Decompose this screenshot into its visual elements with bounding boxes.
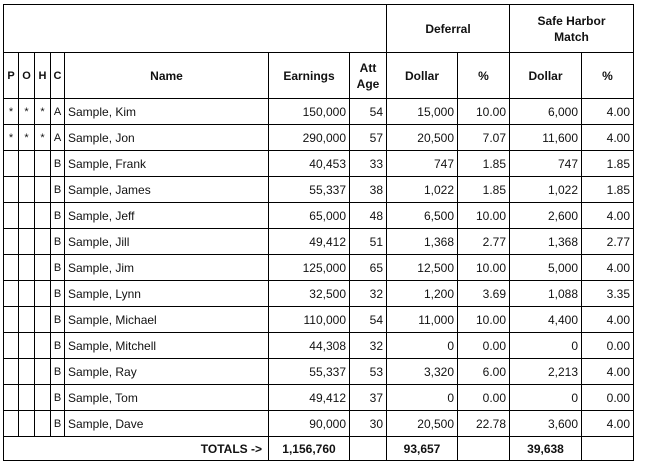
cell-match-pct: 4.00 <box>582 307 634 333</box>
cell-match-pct: 3.35 <box>582 281 634 307</box>
deferral-match-table <box>3 4 634 461</box>
col-header-deferral-dollar: Dollar <box>387 53 458 99</box>
cell-deferral-pct: 3.69 <box>458 281 510 307</box>
cell-p <box>4 255 19 281</box>
totals-age-blank <box>350 437 387 461</box>
col-header-h: H <box>35 53 51 99</box>
cell-match-pct: 4.00 <box>582 203 634 229</box>
cell-h: * <box>35 125 51 151</box>
cell-deferral-dollar: 0 <box>387 385 458 411</box>
cell-att-age: 54 <box>350 99 387 125</box>
cell-deferral-pct: 10.00 <box>458 99 510 125</box>
cell-h <box>35 177 51 203</box>
cell-p <box>4 307 19 333</box>
cell-earnings: 65,000 <box>269 203 350 229</box>
cell-att-age: 32 <box>350 281 387 307</box>
table-row <box>4 203 634 229</box>
cell-earnings: 49,412 <box>269 229 350 255</box>
cell-p <box>4 177 19 203</box>
cell-c: B <box>51 307 65 333</box>
cell-match-pct: 1.85 <box>582 151 634 177</box>
cell-o <box>19 333 35 359</box>
cell-o <box>19 229 35 255</box>
cell-deferral-pct: 2.77 <box>458 229 510 255</box>
cell-earnings: 49,412 <box>269 385 350 411</box>
table-row <box>4 151 634 177</box>
cell-o <box>19 385 35 411</box>
cell-p <box>4 281 19 307</box>
cell-p <box>4 151 19 177</box>
cell-p <box>4 333 19 359</box>
cell-match-dollar: 0 <box>510 385 582 411</box>
cell-deferral-pct: 10.00 <box>458 255 510 281</box>
cell-earnings: 44,308 <box>269 333 350 359</box>
col-header-match-pct: % <box>582 53 634 99</box>
table-row <box>4 255 634 281</box>
cell-h: * <box>35 99 51 125</box>
cell-p <box>4 229 19 255</box>
cell-match-pct: 2.77 <box>582 229 634 255</box>
table-row <box>4 99 634 125</box>
cell-name: Sample, Jeff <box>65 203 269 229</box>
cell-h <box>35 359 51 385</box>
cell-c: B <box>51 333 65 359</box>
group-header-row <box>4 5 634 53</box>
cell-deferral-dollar: 20,500 <box>387 411 458 437</box>
col-header-match-dollar: Dollar <box>510 53 582 99</box>
cell-earnings: 55,337 <box>269 359 350 385</box>
table-row <box>4 333 634 359</box>
cell-c: B <box>51 359 65 385</box>
table-row <box>4 281 634 307</box>
totals-deferral-pct-blank <box>458 437 510 461</box>
cell-o <box>19 203 35 229</box>
cell-att-age: 65 <box>350 255 387 281</box>
cell-att-age: 37 <box>350 385 387 411</box>
cell-att-age: 51 <box>350 229 387 255</box>
cell-deferral-dollar: 747 <box>387 151 458 177</box>
group-header-blank <box>4 5 387 53</box>
cell-p <box>4 411 19 437</box>
cell-deferral-pct: 7.07 <box>458 125 510 151</box>
totals-earnings: 1,156,760 <box>269 437 350 461</box>
cell-name: Sample, James <box>65 177 269 203</box>
cell-p: * <box>4 125 19 151</box>
cell-deferral-dollar: 3,320 <box>387 359 458 385</box>
cell-match-dollar: 1,088 <box>510 281 582 307</box>
cell-c: B <box>51 411 65 437</box>
cell-c: B <box>51 203 65 229</box>
att-age-line1: Att <box>359 60 377 75</box>
cell-name: Sample, Frank <box>65 151 269 177</box>
cell-name: Sample, Lynn <box>65 281 269 307</box>
totals-match-dollar: 39,638 <box>510 437 582 461</box>
cell-o <box>19 177 35 203</box>
cell-h <box>35 333 51 359</box>
table-row <box>4 411 634 437</box>
cell-c: A <box>51 125 65 151</box>
cell-match-dollar: 1,368 <box>510 229 582 255</box>
cell-o <box>19 411 35 437</box>
cell-match-pct: 4.00 <box>582 411 634 437</box>
col-header-p: P <box>4 53 19 99</box>
cell-o <box>19 151 35 177</box>
cell-deferral-dollar: 6,500 <box>387 203 458 229</box>
census-table-container <box>3 4 634 461</box>
cell-att-age: 54 <box>350 307 387 333</box>
cell-p <box>4 359 19 385</box>
table-row <box>4 359 634 385</box>
cell-o <box>19 359 35 385</box>
cell-h <box>35 255 51 281</box>
cell-c: B <box>51 229 65 255</box>
cell-match-pct: 4.00 <box>582 99 634 125</box>
cell-h <box>35 385 51 411</box>
totals-deferral-dollar: 93,657 <box>387 437 458 461</box>
cell-o: * <box>19 125 35 151</box>
cell-deferral-pct: 10.00 <box>458 307 510 333</box>
cell-deferral-pct: 1.85 <box>458 177 510 203</box>
cell-match-dollar: 4,400 <box>510 307 582 333</box>
cell-earnings: 40,453 <box>269 151 350 177</box>
cell-att-age: 57 <box>350 125 387 151</box>
cell-name: Sample, Kim <box>65 99 269 125</box>
cell-name: Sample, Dave <box>65 411 269 437</box>
column-header-row <box>4 53 634 99</box>
cell-name: Sample, Michael <box>65 307 269 333</box>
col-header-earnings: Earnings <box>269 53 350 99</box>
totals-label: TOTALS -> <box>4 437 269 461</box>
cell-h <box>35 151 51 177</box>
cell-deferral-pct: 22.78 <box>458 411 510 437</box>
cell-c: B <box>51 151 65 177</box>
cell-deferral-pct: 0.00 <box>458 385 510 411</box>
cell-match-dollar: 11,600 <box>510 125 582 151</box>
table-row <box>4 307 634 333</box>
cell-match-pct: 4.00 <box>582 255 634 281</box>
cell-earnings: 290,000 <box>269 125 350 151</box>
cell-deferral-dollar: 0 <box>387 333 458 359</box>
cell-att-age: 48 <box>350 203 387 229</box>
employee-rows <box>4 99 634 437</box>
col-header-o: O <box>19 53 35 99</box>
cell-match-dollar: 2,600 <box>510 203 582 229</box>
cell-deferral-dollar: 11,000 <box>387 307 458 333</box>
cell-h <box>35 307 51 333</box>
cell-name: Sample, Jill <box>65 229 269 255</box>
cell-deferral-dollar: 15,000 <box>387 99 458 125</box>
cell-match-dollar: 747 <box>510 151 582 177</box>
cell-earnings: 32,500 <box>269 281 350 307</box>
cell-earnings: 125,000 <box>269 255 350 281</box>
cell-match-pct: 4.00 <box>582 359 634 385</box>
cell-h <box>35 203 51 229</box>
cell-deferral-pct: 6.00 <box>458 359 510 385</box>
cell-c: B <box>51 177 65 203</box>
att-age-line2: Age <box>356 76 380 91</box>
cell-match-dollar: 1,022 <box>510 177 582 203</box>
cell-o <box>19 255 35 281</box>
cell-match-dollar: 0 <box>510 333 582 359</box>
cell-match-pct: 0.00 <box>582 385 634 411</box>
cell-p <box>4 385 19 411</box>
table-row <box>4 177 634 203</box>
cell-att-age: 33 <box>350 151 387 177</box>
cell-deferral-dollar: 20,500 <box>387 125 458 151</box>
cell-match-pct: 4.00 <box>582 125 634 151</box>
table-row <box>4 229 634 255</box>
cell-name: Sample, Jim <box>65 255 269 281</box>
cell-deferral-pct: 1.85 <box>458 151 510 177</box>
col-header-deferral-pct: % <box>458 53 510 99</box>
cell-deferral-dollar: 12,500 <box>387 255 458 281</box>
cell-att-age: 38 <box>350 177 387 203</box>
table-row <box>4 385 634 411</box>
col-header-att-age <box>350 53 387 99</box>
cell-earnings: 150,000 <box>269 99 350 125</box>
cell-earnings: 55,337 <box>269 177 350 203</box>
cell-deferral-pct: 0.00 <box>458 333 510 359</box>
cell-match-pct: 0.00 <box>582 333 634 359</box>
safe-harbor-header-line2: Match <box>554 29 589 44</box>
cell-deferral-dollar: 1,200 <box>387 281 458 307</box>
table-row <box>4 125 634 151</box>
cell-match-pct: 1.85 <box>582 177 634 203</box>
cell-match-dollar: 5,000 <box>510 255 582 281</box>
cell-name: Sample, Jon <box>65 125 269 151</box>
cell-c: B <box>51 281 65 307</box>
cell-c: A <box>51 99 65 125</box>
cell-c: B <box>51 255 65 281</box>
cell-o <box>19 281 35 307</box>
cell-c: B <box>51 385 65 411</box>
cell-deferral-pct: 10.00 <box>458 203 510 229</box>
cell-att-age: 30 <box>350 411 387 437</box>
cell-o: * <box>19 99 35 125</box>
cell-p <box>4 203 19 229</box>
cell-o <box>19 307 35 333</box>
safe-harbor-header-line1: Safe Harbor <box>537 13 606 28</box>
cell-h <box>35 229 51 255</box>
safe-harbor-group-header <box>510 5 634 53</box>
cell-deferral-dollar: 1,368 <box>387 229 458 255</box>
cell-h <box>35 281 51 307</box>
cell-name: Sample, Ray <box>65 359 269 385</box>
totals-match-pct-blank <box>582 437 634 461</box>
cell-deferral-dollar: 1,022 <box>387 177 458 203</box>
cell-earnings: 110,000 <box>269 307 350 333</box>
cell-h <box>35 411 51 437</box>
cell-name: Sample, Mitchell <box>65 333 269 359</box>
col-header-name: Name <box>65 53 269 99</box>
cell-att-age: 32 <box>350 333 387 359</box>
totals-row <box>4 437 634 461</box>
cell-name: Sample, Tom <box>65 385 269 411</box>
cell-match-dollar: 6,000 <box>510 99 582 125</box>
cell-p: * <box>4 99 19 125</box>
col-header-c: C <box>51 53 65 99</box>
deferral-group-header: Deferral <box>387 5 510 53</box>
cell-match-dollar: 2,213 <box>510 359 582 385</box>
cell-earnings: 90,000 <box>269 411 350 437</box>
cell-att-age: 53 <box>350 359 387 385</box>
cell-match-dollar: 3,600 <box>510 411 582 437</box>
